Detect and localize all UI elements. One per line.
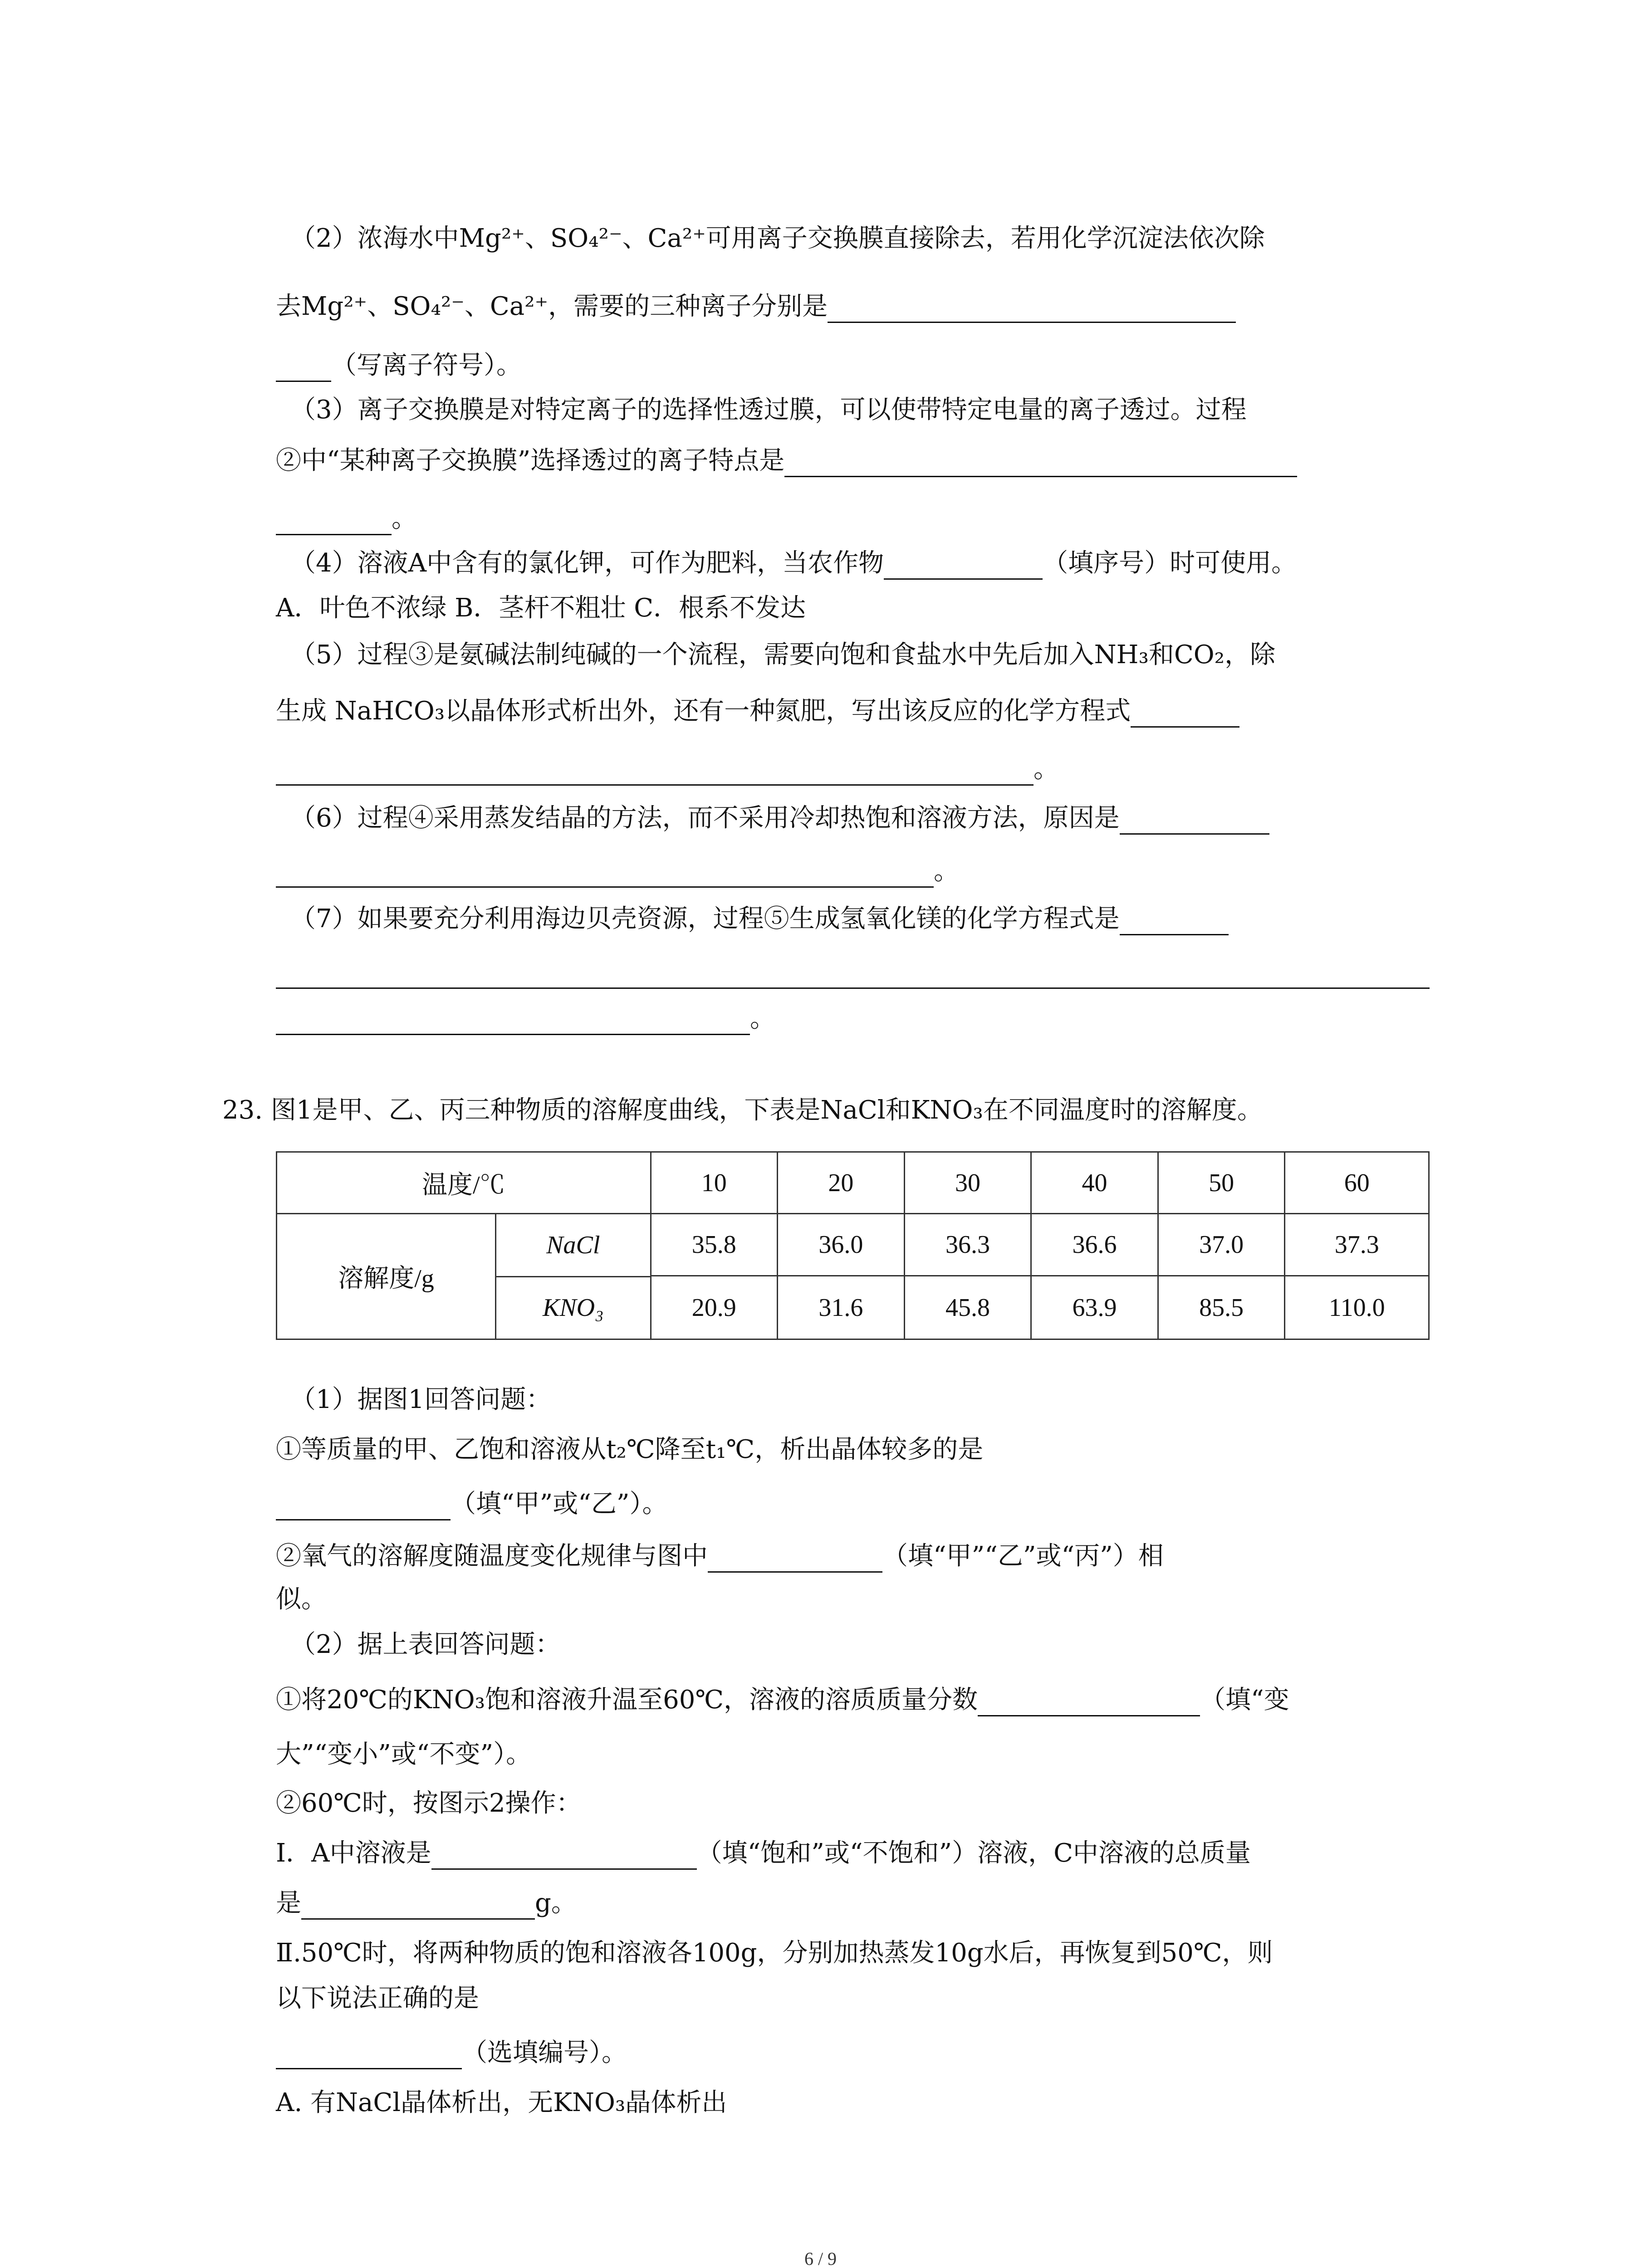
q5-line2: [276, 695, 1239, 728]
q23-part2-a-text: ①将20℃的KNO₃饱和溶液升温至60℃，溶液的溶质质量分数: [276, 1685, 978, 1715]
answer-blank[interactable]: [276, 2041, 462, 2069]
q5-line3: [276, 753, 1059, 786]
q23-stem: 23. 图1是甲、乙、丙三种物质的溶解度曲线，下表是NaCl和KNO₃在不同温度时的溶解度。: [222, 1095, 1263, 1125]
q3-line1: （3）离子交换膜是对特定离子的选择性透过膜，可以使带特定电量的离子透过。过程: [290, 395, 1247, 425]
table-cell: 36.0: [778, 1214, 905, 1276]
answer-blank[interactable]: [1120, 806, 1269, 835]
temp-cell: 20: [778, 1152, 905, 1214]
answer-blank[interactable]: [301, 1891, 535, 1920]
q23-part2-I-cont: [276, 1887, 577, 1920]
answer-blank[interactable]: [276, 757, 1034, 786]
answer-blank[interactable]: [1120, 907, 1229, 935]
solubility-label: 溶解度/g: [277, 1214, 496, 1339]
table-row: [277, 1214, 1429, 1276]
q23-part2-II-line2: 以下说法正确的是: [276, 1984, 479, 2013]
q5-line3-text: 。: [1034, 754, 1059, 784]
q5-line2-text: 生成 NaHCO₃以晶体形式析出外，还有一种氮肥，写出该反应的化学方程式: [276, 696, 1131, 726]
q23-part2-II-tail: （选填编号）。: [462, 2038, 627, 2068]
answer-blank[interactable]: [431, 1841, 697, 1870]
q23-part2-I-tail: （填“饱和”或“不饱和”）溶液，C中溶液的总质量: [696, 1838, 1251, 1868]
answer-blank[interactable]: [276, 353, 331, 382]
q23-part1-b-text: ②氧气的溶解度随温度变化规律与图中: [276, 1541, 708, 1571]
q23-part1-a-tail: （填“甲”或“乙”）。: [451, 1489, 668, 1519]
q23-part2-I-cont-text: 是: [276, 1888, 301, 1918]
q6-line2: [276, 855, 959, 888]
q23-part2-a: [276, 1684, 1289, 1716]
q23-part2-I-text: I．A中溶液是: [276, 1838, 431, 1868]
q23-option-a: A. 有NaCl晶体析出，无KNO₃晶体析出: [276, 2088, 727, 2117]
temp-cell: 10: [651, 1152, 778, 1214]
table-cell: 31.6: [778, 1276, 905, 1339]
q23-part2-II-cont: [276, 2037, 627, 2069]
q23-part2-I-cont-tail: g。: [535, 1888, 577, 1918]
answer-blank[interactable]: [276, 1007, 750, 1035]
q2-line1: （2）浓海水中Mg²⁺、SO₄²⁻、Ca²⁺可用离子交换膜直接除去，若用化学沉淀法依次除: [290, 224, 1265, 253]
q23-part1-b-cont: 似。: [276, 1584, 327, 1614]
temp-header: 温度/℃: [277, 1152, 651, 1214]
answer-line[interactable]: [276, 987, 1430, 989]
q7-line1-text: （7）如果要充分利用海边贝壳资源，过程⑤生成氢氧化镁的化学方程式是: [290, 904, 1120, 934]
solubility-table: [276, 1151, 1430, 1340]
q7-line3-text: 。: [750, 1004, 775, 1033]
temp-cell: 40: [1031, 1152, 1158, 1214]
q23-part1-b: [276, 1540, 1164, 1573]
q23-part2-a-tail: （填“变: [1200, 1685, 1289, 1715]
answer-blank[interactable]: [828, 294, 1236, 323]
q4-options: A．叶色不浓绿 B．茎杆不粗壮 C．根系不发达: [276, 593, 806, 623]
table-cell: 37.0: [1158, 1214, 1285, 1276]
q7-line1: [290, 903, 1229, 935]
substance-label: NaCl: [496, 1214, 650, 1277]
answer-blank[interactable]: [708, 1544, 882, 1573]
answer-blank[interactable]: [276, 859, 934, 888]
answer-blank[interactable]: [276, 507, 392, 535]
answer-blank[interactable]: [276, 1492, 451, 1520]
answer-blank[interactable]: [784, 449, 1297, 477]
table-cell: 20.9: [651, 1276, 778, 1339]
table-cell: 36.3: [904, 1214, 1031, 1276]
answer-blank[interactable]: [1131, 699, 1239, 728]
q3-line3: [276, 503, 417, 535]
q3-line2-text: ②中“某种离子交换膜”选择透过的离子特点是: [276, 446, 785, 475]
q4-line1: [290, 547, 1297, 580]
table-cell: 110.0: [1285, 1276, 1429, 1339]
answer-blank[interactable]: [978, 1688, 1200, 1716]
substance-label: KNO₃: [542, 1294, 604, 1322]
q2-line3-text: （写离子符号）。: [331, 351, 522, 380]
q2-line2-text: 去Mg²⁺、SO₄²⁻、Ca²⁺，需要的三种离子分别是: [276, 292, 828, 321]
q23-part2-II: Ⅱ.50℃时，将两种物质的饱和溶液各100g，分别加热蒸发10g水后，再恢复到50℃，则: [276, 1938, 1273, 1968]
q23-part2-a-cont: 大”“变小”或“不变”）。: [276, 1740, 532, 1769]
answer-blank[interactable]: [884, 551, 1043, 580]
q23-part1-a-cont: [276, 1488, 668, 1520]
table-cell: 37.3: [1285, 1214, 1429, 1276]
solubility-group-cell: [277, 1214, 651, 1339]
q23-part2-I: [276, 1837, 1251, 1870]
q7-line3: [276, 1002, 775, 1035]
q23-part1-a: ①等质量的甲、乙饱和溶液从t₂℃降至t₁℃，析出晶体较多的是: [276, 1435, 984, 1464]
q3-line3-text: 。: [392, 504, 417, 533]
q6-line1: [290, 802, 1269, 835]
q6-line2-text: 。: [934, 856, 959, 886]
table-cell: 35.8: [651, 1214, 778, 1276]
q4-line1-text: （4）溶液A中含有的氯化钾，可作为肥料，当农作物: [290, 548, 884, 578]
q3-line2: [276, 445, 1297, 477]
q2-line2: [276, 290, 1236, 323]
q4-line1-tail: （填序号）时可使用。: [1043, 548, 1297, 578]
q5-line1: （5）过程③是氨碱法制纯碱的一个流程，需要向饱和食盐水中先后加入NH₃和CO₂，除: [290, 640, 1276, 670]
q23-part2-b: ②60℃时，按图示2操作：: [276, 1789, 582, 1818]
temp-cell: 50: [1158, 1152, 1285, 1214]
page-number: 6 / 9: [804, 2248, 837, 2268]
q2-line3: [276, 349, 522, 382]
temp-cell: 30: [904, 1152, 1031, 1214]
table-cell: 36.6: [1031, 1214, 1158, 1276]
table-cell: 85.5: [1158, 1276, 1285, 1339]
table-header-row: [277, 1152, 1429, 1214]
q6-line1-text: （6）过程④采用蒸发结晶的方法，而不采用冷却热饱和溶液方法，原因是: [290, 803, 1120, 833]
q23-part1-title: （1）据图1回答问题：: [290, 1385, 552, 1414]
temp-cell: 60: [1285, 1152, 1429, 1214]
q23-part1-b-tail: （填“甲”“乙”或“丙”）相: [882, 1541, 1164, 1571]
table-cell: 63.9: [1031, 1276, 1158, 1339]
q23-part2-title: （2）据上表回答问题：: [290, 1630, 561, 1659]
table-cell: 45.8: [904, 1276, 1031, 1339]
